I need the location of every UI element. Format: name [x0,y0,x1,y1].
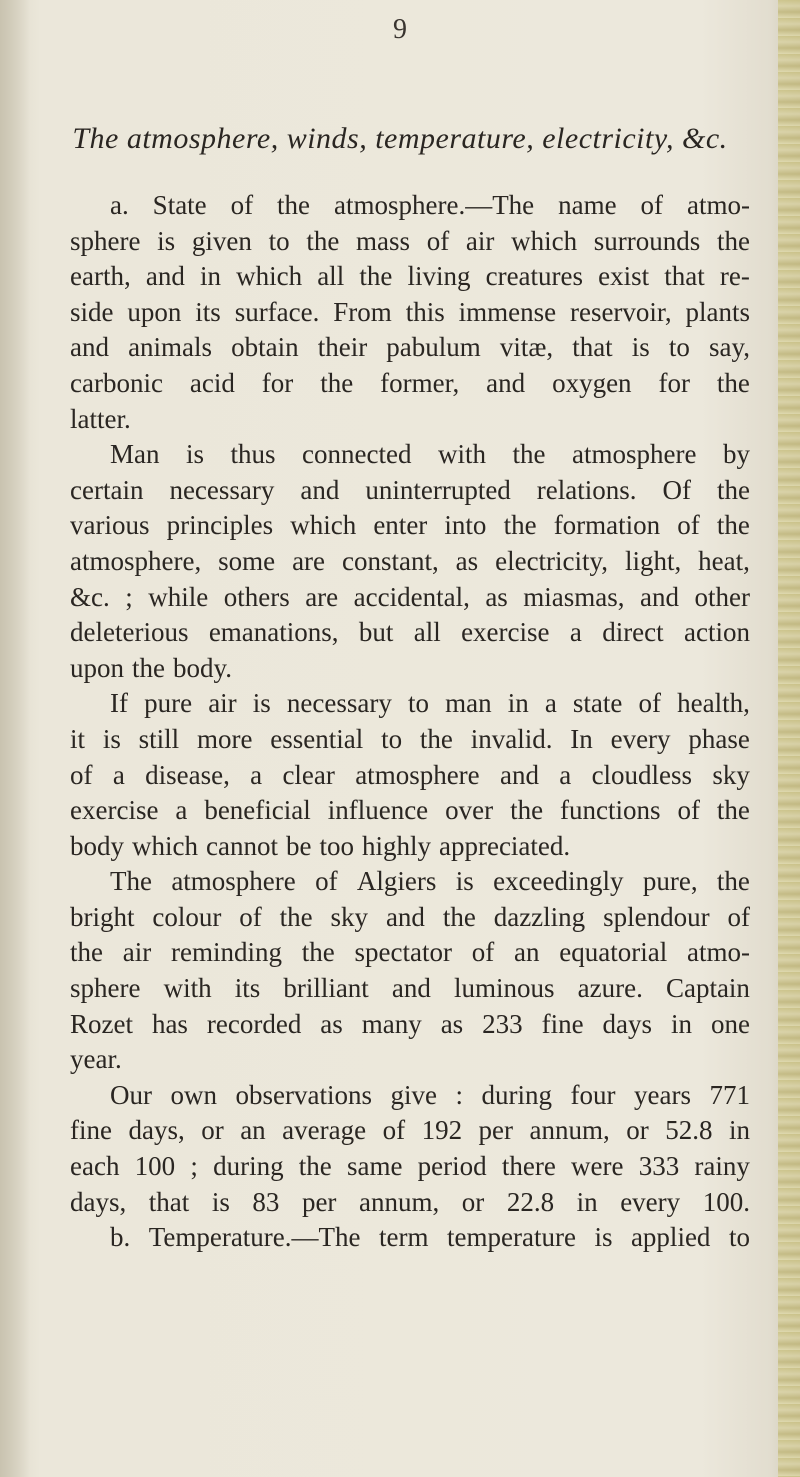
text-line: atmosphere, some are constant, as electricity, light, heat, [70,545,750,576]
text-line: carbonic acid for the former, and oxygen for the [70,367,750,398]
text-line: of a disease, a clear atmosphere and a cloudless sky [70,759,750,790]
text-line: &c. ; while others are accidental, as miasmas, and other [70,581,750,612]
text-line: bright colour of the sky and the dazzling splendour of [70,901,750,932]
text-line: deleterious emanations, but all exercise a direct action [70,617,750,648]
text-line: days, that is 83 per annum, or 22.8 in every 100. [70,1186,750,1217]
running-head: The atmosphere, winds, temperature, electricity, &c. [72,122,728,155]
text-line: the air reminding the spectator of an equatorial atmo- [70,937,750,968]
text-line: various principles which enter into the formation of the [70,510,750,541]
text-line: each 100 ; during the same period there were 333 rainy [70,1151,750,1182]
text-line: b. Temperature.—The term temperature is applied to [110,1222,750,1253]
binding-shadow [0,0,30,1477]
text-line: Our own observations give : during four years 771 [110,1079,750,1110]
text-line: exercise a beneficial influence over the functions of the [70,795,750,826]
text-line: year. [70,1044,122,1075]
page-edge [778,0,800,1477]
text-line: sphere with its brilliant and luminous azure. Captain [70,973,750,1004]
text-line: sphere is given to the mass of air which surrounds the [70,225,750,256]
text-line: latter. [70,403,131,434]
text-line: If pure air is necessary to man in a state of health, [110,688,750,719]
text-line: Rozet has recorded as many as 233 fine days in one [70,1008,750,1039]
text-line: earth, and in which all the living creatures exist that re- [70,261,750,292]
text-line: side upon its surface. From this immense reservoir, plants [70,296,750,327]
text-line: upon the body. [70,652,232,683]
text-line: Man is thus connected with the atmosphere by [110,439,750,470]
text-line: a. State of the atmosphere.—The name of atmo- [110,190,750,220]
page-number: 9 [393,14,407,45]
text-line: body which cannot be too highly appreciated. [70,830,571,861]
text-line: it is still more essential to the invalid. In every phase [70,723,750,754]
text-line: certain necessary and uninterrupted relations. Of the [70,474,750,505]
text-line: fine days, or an average of 192 per annum, or 52.8 in [70,1115,750,1146]
text-line: and animals obtain their pabulum vitæ, that is to say, [70,332,750,363]
text-line: The atmosphere of Algiers is exceedingly pure, the [110,866,750,897]
body-text [70,188,750,1256]
